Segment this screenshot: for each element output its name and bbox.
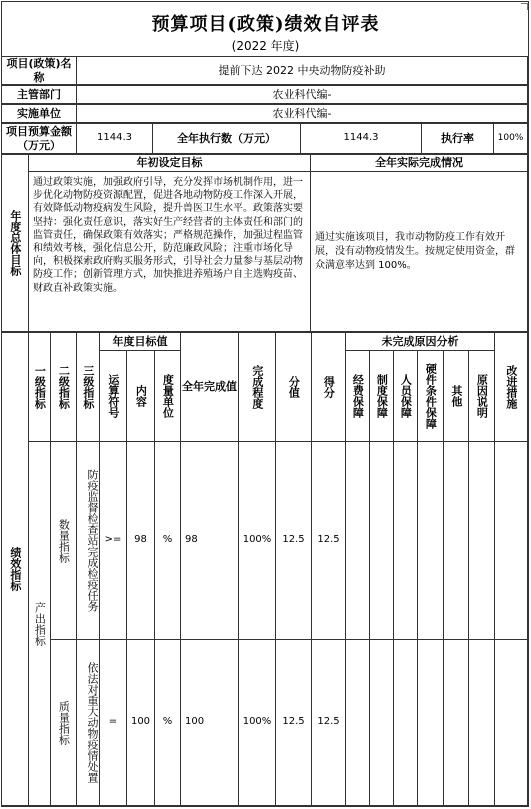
col-reason-other-header: 其他	[443, 350, 469, 442]
rate-label: 执行率	[421, 123, 494, 154]
rate-value: 100%	[493, 123, 528, 154]
row2-actual: 100	[180, 639, 239, 806]
reasons-header: 未完成原因分析	[345, 332, 495, 351]
col-completion-header: 完成程度	[238, 332, 276, 442]
impl-value: 农业科代编-	[76, 104, 528, 123]
row1-reason-system	[369, 441, 394, 640]
form-title: 预算项目(政策)绩效自评表	[151, 14, 380, 35]
col-level1-header: 一级指标	[28, 332, 51, 442]
form-year: (2022 年度)	[231, 39, 300, 53]
planned-goal-text: 通过政策实施，加强政府引导，充分发挥市场机制作用，进一步优化动物防疫资源配置，促进各地动物防疫工作深入开展，有效降低动物疫病发生风险，提升兽医卫生水平。政策落实要坚持：强化责任意识，落实好生产经营者的主体责任和部门的监管责任，确保政策有效落实；严格规范操作，加强过程监管和绩效考核，强化信息公开，防范廉政风险；注重市场化导向，积极探索政府购买服务形式，引导社会力量参与基层动物防疫工作；创新管理方式，加快推进养殖场户自主选购疫苗、财政直补政策实施。	[28, 171, 311, 332]
row2-score: 12.5	[311, 639, 346, 806]
row1-operator: >=	[99, 441, 127, 640]
col-actual-header: 全年完成值	[180, 332, 239, 442]
row2-improve	[494, 639, 528, 806]
col-reason-fund-header: 经费保障	[345, 350, 370, 442]
perf-side-label: 绩效指标	[1, 332, 29, 806]
row1-unit: %	[154, 441, 181, 640]
dept-label: 主管部门	[1, 85, 77, 104]
row1-reason-desc	[468, 441, 495, 640]
row1-reason-staff	[393, 441, 418, 640]
row1-score: 12.5	[311, 441, 346, 640]
col-improve-header: 改进措施	[494, 332, 528, 442]
col-operator-header: 运算符号	[99, 350, 127, 442]
annual-target-header: 年度目标值	[99, 332, 181, 351]
impl-label: 实施单位	[1, 104, 77, 123]
row2-completion: 100%	[238, 639, 276, 806]
col-score-full-header: 分值	[275, 332, 312, 442]
row1-reason-hardware	[417, 441, 444, 640]
col-reason-desc-header: 原因说明	[468, 350, 495, 442]
row2-unit: %	[154, 639, 181, 806]
budget-label: 项目预算金额（万元）	[1, 123, 77, 154]
exec-value: 1144.3	[300, 123, 422, 154]
budget-value: 1144.3	[76, 123, 153, 154]
col-reason-system-header: 制度保障	[369, 350, 394, 442]
row2-level3: 依法对重大动物疫情处置	[76, 639, 100, 806]
row2-reason-system	[369, 639, 394, 806]
row1-content: 98	[126, 441, 155, 640]
col-level3-header: 三级指标	[76, 332, 100, 442]
row2-score-full: 12.5	[275, 639, 312, 806]
planned-goal-header: 年初设定目标	[28, 154, 311, 172]
row1-reason-other	[443, 441, 469, 640]
row2-reason-fund	[345, 639, 370, 806]
col-content-header: 内容	[126, 350, 155, 442]
row1-improve	[494, 441, 528, 640]
corner-mark-icon	[521, 3, 528, 10]
row1-reason-fund	[345, 441, 370, 640]
row1-level3: 防疫监督检查站完成检疫任务	[76, 441, 100, 640]
project-name-value: 提前下达 2022 中央动物防疫补助	[76, 56, 528, 85]
row1-score-full: 12.5	[275, 441, 312, 640]
dept-value: 农业科代编-	[76, 85, 528, 104]
col-reason-staff-header: 人员保障	[393, 350, 418, 442]
col-score-header: 得分	[311, 332, 346, 442]
row2-operator: =	[99, 639, 127, 806]
project-name-label: 项目(政策)名称	[1, 56, 77, 85]
row1-actual: 98	[180, 441, 239, 640]
row2-reason-hardware	[417, 639, 444, 806]
col-reason-hardware-header: 硬件条件保障	[417, 350, 444, 442]
level1-value: 产出指标	[28, 441, 51, 806]
col-unit-header: 度量单位	[154, 350, 181, 442]
col-level2-header: 二级指标	[50, 332, 77, 442]
row2-content: 100	[126, 639, 155, 806]
exec-label: 全年执行数（万元）	[152, 123, 301, 154]
actual-goal-header: 全年实际完成情况	[310, 154, 528, 172]
row1-completion: 100%	[238, 441, 276, 640]
row2-level2: 质量指标	[50, 639, 77, 806]
annual-goal-side-label: 年度总体目标	[1, 154, 29, 332]
row2-reason-staff	[393, 639, 418, 806]
row2-reason-desc	[468, 639, 495, 806]
row2-reason-other	[443, 639, 469, 806]
actual-goal-text: 通过实施该项目，我市动物防疫工作有效开展，没有动物疫情发生。按规定使用资金，群众满意率达到 100%。	[310, 171, 528, 332]
row1-level2: 数量指标	[50, 441, 77, 640]
